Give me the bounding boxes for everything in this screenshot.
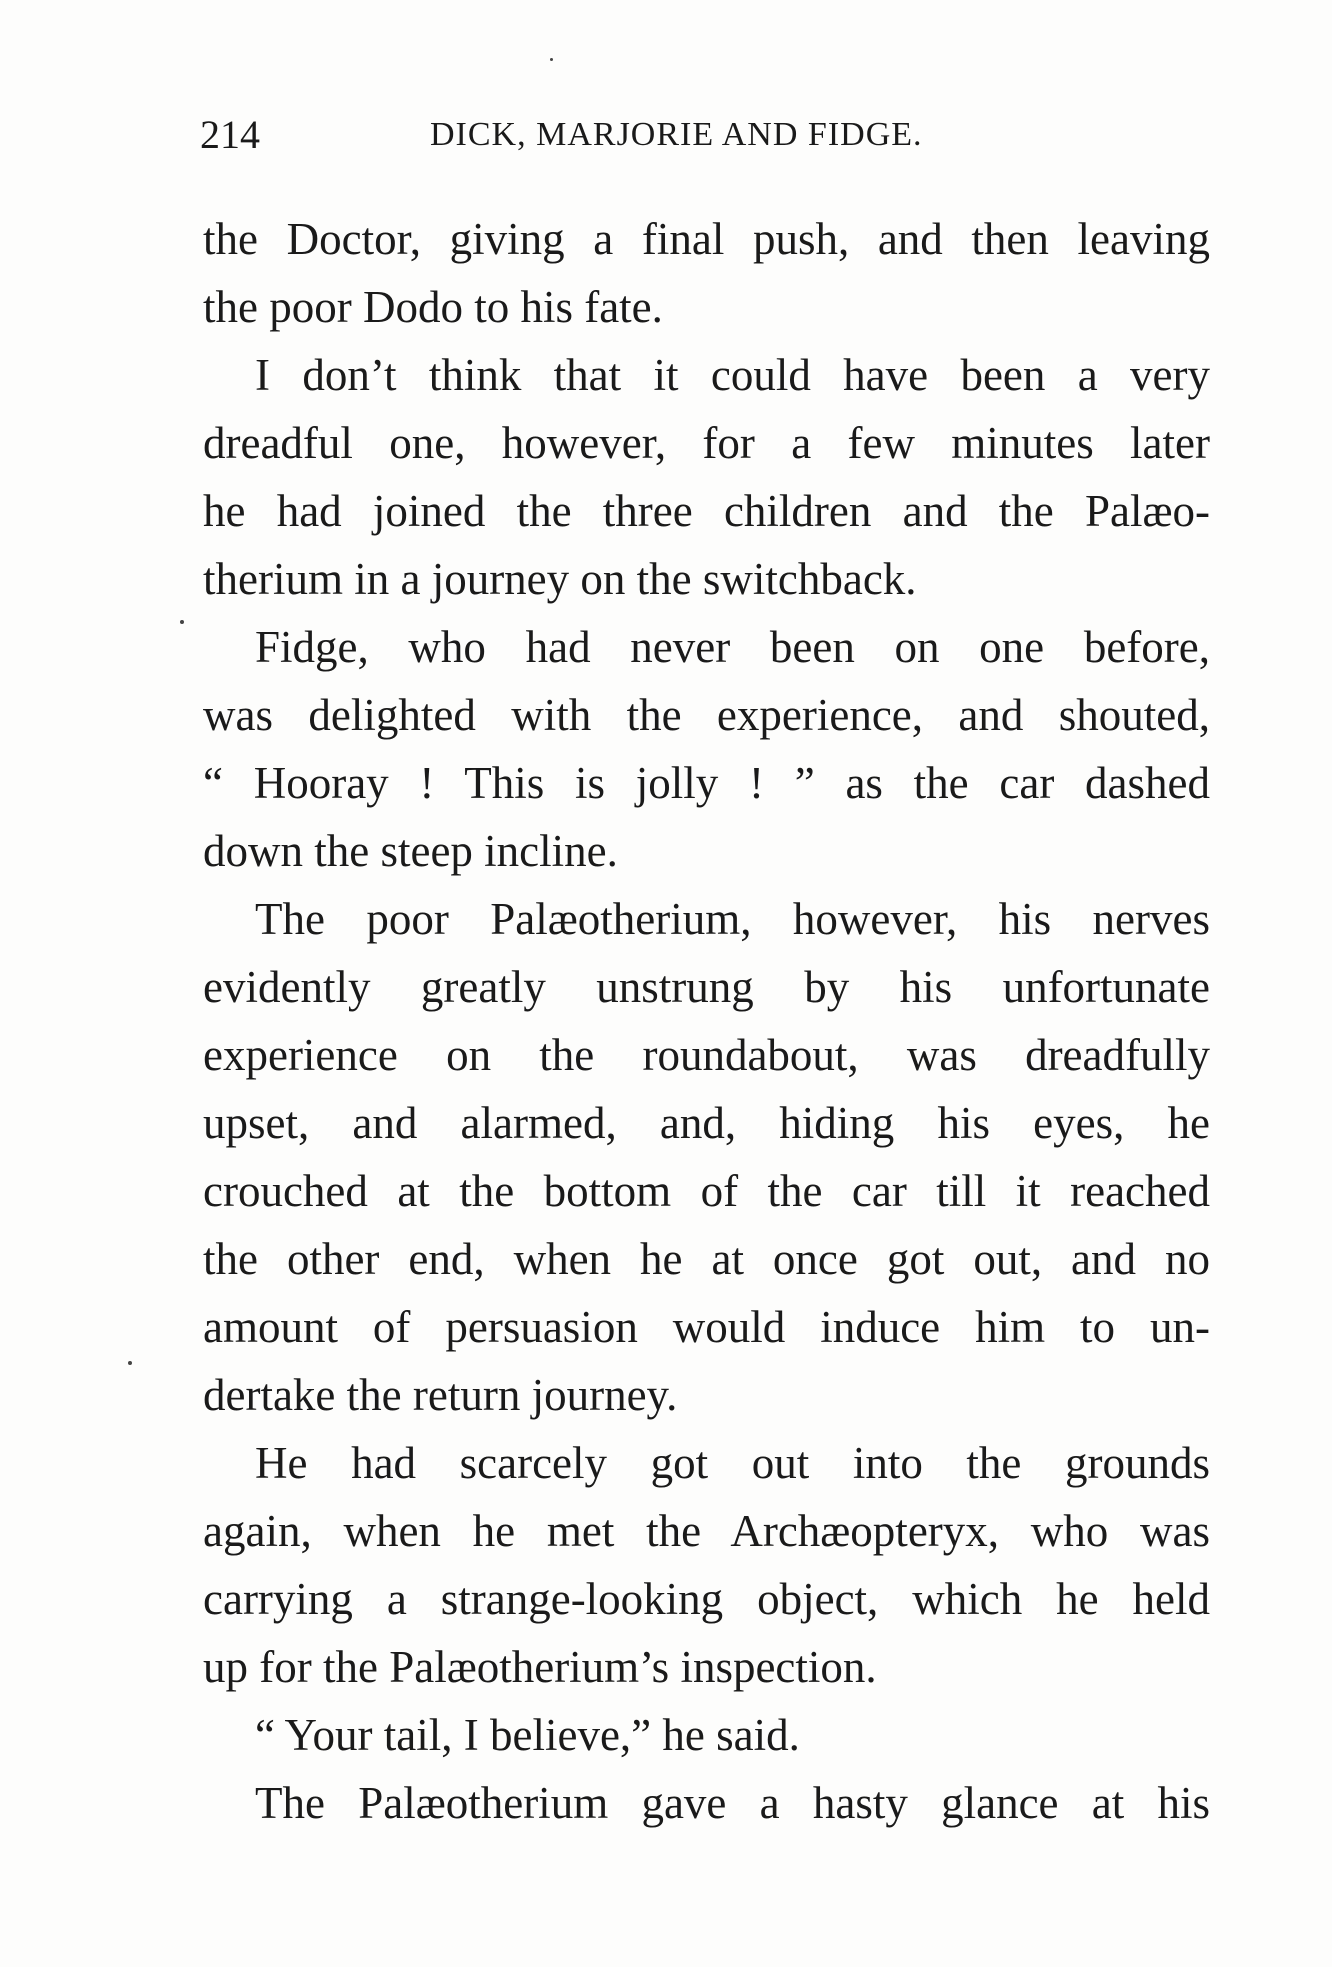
text-line: up for the Palæotherium’s inspection.: [203, 1642, 877, 1692]
scan-speck: [128, 1361, 132, 1365]
text-line: the other end, when he at once got out, and no: [203, 1234, 1210, 1284]
text-line: “ Hooray ! This is jolly ! ” as the car dashed: [203, 758, 1210, 808]
text-line: therium in a journey on the switchback.: [203, 554, 917, 604]
text-line: again, when he met the Archæopteryx, who was: [203, 1506, 1210, 1556]
page-number: 214: [200, 112, 260, 157]
text-line: amount of persuasion would induce him to un-: [203, 1302, 1210, 1352]
text-line: the poor Dodo to his fate.: [203, 282, 663, 332]
text-line: upset, and alarmed, and, hiding his eyes, he: [203, 1098, 1210, 1148]
text-line: he had joined the three children and the Palæo-: [203, 486, 1210, 536]
paragraph-start-line: The Palæotherium gave a hasty glance at his: [255, 1778, 1210, 1828]
text-line: experience on the roundabout, was dreadfully: [203, 1030, 1210, 1080]
running-title: DICK, MARJORIE AND FIDGE.: [430, 116, 923, 153]
text-line: crouched at the bottom of the car till it reached: [203, 1166, 1210, 1216]
text-line: down the steep incline.: [203, 826, 618, 876]
paragraph-start-line: He had scarcely got out into the grounds: [255, 1438, 1210, 1488]
text-line: evidently greatly unstrung by his unfortunate: [203, 962, 1210, 1012]
body-text: [203, 205, 1210, 1837]
scan-speck: [550, 58, 553, 61]
paragraph-start-line: I don’t think that it could have been a very: [255, 350, 1210, 400]
paragraph-start-line: “ Your tail, I believe,” he said.: [255, 1710, 800, 1760]
scan-speck: [180, 620, 184, 624]
text-line: carrying a strange-looking object, which he held: [203, 1574, 1210, 1624]
paragraph-start-line: The poor Palæotherium, however, his nerves: [255, 894, 1210, 944]
text-line: was delighted with the experience, and shouted,: [203, 690, 1210, 740]
text-line: dertake the return journey.: [203, 1370, 678, 1420]
text-line: dreadful one, however, for a few minutes later: [203, 418, 1210, 468]
paragraph-start-line: Fidge, who had never been on one before,: [255, 622, 1210, 672]
text-line: the Doctor, giving a final push, and then leaving: [203, 214, 1210, 264]
page-header: [200, 110, 1210, 160]
